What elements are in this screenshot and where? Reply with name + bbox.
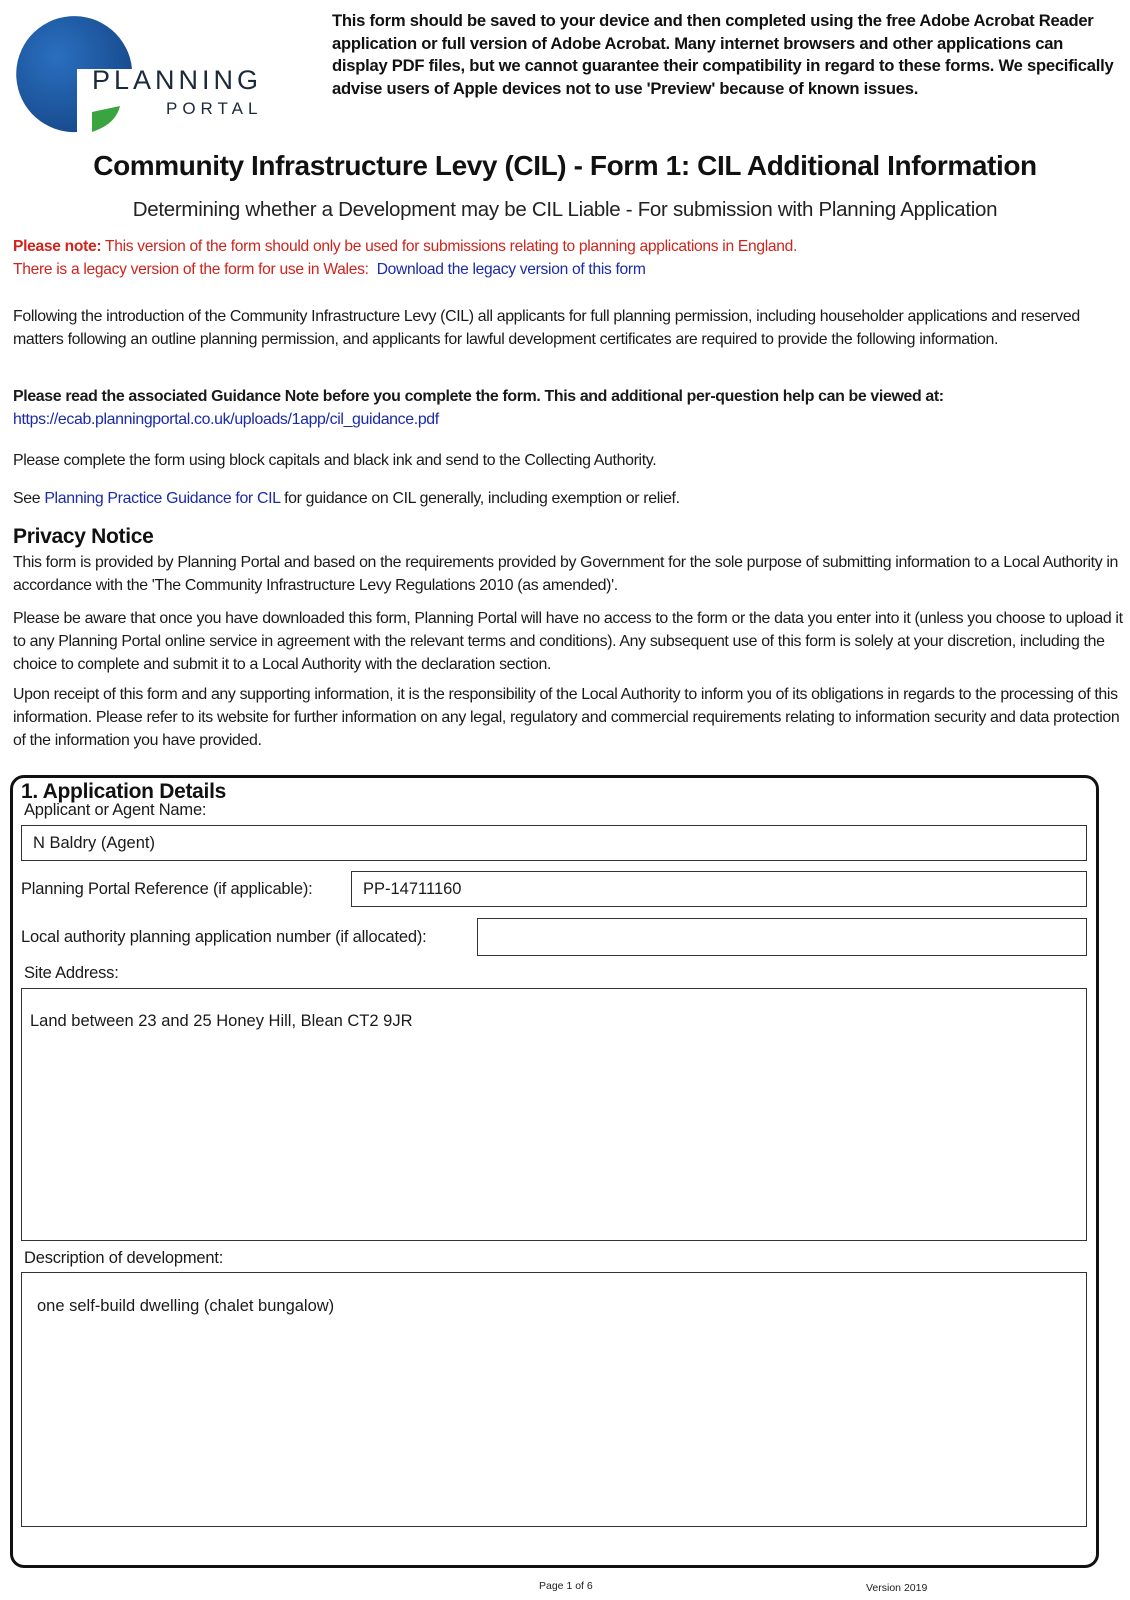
page-title: Community Infrastructure Levy (CIL) - Form 1: CIL Additional Information xyxy=(93,150,1037,181)
privacy-paragraph-1: This form is provided by Planning Portal and based on the requirements provided by Government for the sole purpose of submitting information to a Local Authority in accordance with the 'The Community Infrastructure Levy Regulations 2010 (as amended)'. xyxy=(13,554,1119,594)
cil-practice-guidance-link[interactable]: Planning Practice Guidance for CIL xyxy=(44,490,281,507)
intro-paragraph: Following the introduction of the Community Infrastructure Levy (CIL) all applicants for full planning permission, including householder applications and reserved matters following an outline planning permission, and applicants for lawful development certificates are required to provide the following information. xyxy=(13,308,1080,348)
site-address-value: Land between 23 and 25 Honey Hill, Blean CT2 9JR xyxy=(30,1012,413,1030)
guidance-note-text: Please read the associated Guidance Note before you complete the form. This and additional per-question help can be viewed at: xyxy=(13,388,944,405)
guidance-url-line xyxy=(13,409,1123,432)
site-address-label: Site Address: xyxy=(24,964,119,982)
description-value: one self-build dwelling (chalet bungalow) xyxy=(37,1297,335,1315)
wales-note xyxy=(13,261,646,279)
logo-text-planning: PLANNING xyxy=(92,65,263,95)
logo-text-portal: PORTAL xyxy=(166,99,263,118)
la-application-number-label: Local authority planning application number (if allocated): xyxy=(21,928,427,946)
legacy-download-link[interactable]: Download the legacy version of this form xyxy=(376,261,646,278)
privacy-paragraph-3: Upon receipt of this form and any supporting information, it is the responsibility of the Local Authority to inform you of its obligations in regards to the processing of this information. Please refer to its website for further information on any legal, regulatory and commercial requirements relating to information security and data protection of the information you have provided. xyxy=(13,686,1120,749)
page-subtitle: Determining whether a Development may be CIL Liable - For submission with Planning Application xyxy=(132,198,998,221)
note-text: This version of the form should only be used for submissions relating to planning applications in England. xyxy=(101,238,798,255)
pp-reference-label: Planning Portal Reference (if applicable): xyxy=(21,880,313,898)
legacy-text: There is a legacy version of the form for use in Wales: xyxy=(13,261,369,278)
version-label: Version 2019 xyxy=(866,1582,928,1594)
description-field[interactable] xyxy=(21,1272,1087,1527)
note-label: Please note: xyxy=(13,238,102,255)
privacy-paragraph-2: Please be aware that once you have downloaded this form, Planning Portal will have no access to the form or the data you enter into it (unless you choose to upload it to any Planning Portal online service in agreement with the relevant terms and conditions). Any subsequent use of this form is solely at your discretion, including the choice to complete and submit it to a Local Authority with the declaration section. xyxy=(13,610,1123,673)
site-address-field[interactable] xyxy=(21,988,1087,1241)
top-notice: This form should be saved to your device and then completed using the free Adobe Acrobat Reader application or full version of Adobe Acrobat. Many internet browsers and other applications can display PDF files, but we cannot guarantee their compatibility in regard to these forms. We specifically advise users of Apple devices not to use 'Preview' because of known issues. xyxy=(332,11,1114,98)
guidance-url-link[interactable]: https://ecab.planningportal.co.uk/uploads/1app/cil_guidance.pdf xyxy=(13,411,439,428)
applicant-name-value: N Baldry (Agent) xyxy=(33,833,155,852)
privacy-notice-heading: Privacy Notice xyxy=(13,525,154,548)
planning-portal-logo xyxy=(14,14,276,134)
see-guidance-line xyxy=(13,488,1123,511)
see-suffix: for guidance on CIL generally, including exemption or relief. xyxy=(284,490,680,507)
block-capitals-instruction: Please complete the form using block capitals and black ink and send to the Collecting Authority. xyxy=(13,452,657,469)
england-note xyxy=(13,238,797,256)
see-prefix: See xyxy=(13,490,41,507)
pp-reference-value: PP-14711160 xyxy=(363,879,462,898)
pp-reference-field[interactable] xyxy=(351,871,1087,907)
section-title-application-details: 1. Application Details xyxy=(21,780,226,803)
la-application-number-field[interactable] xyxy=(477,918,1087,956)
applicant-name-label: Applicant or Agent Name: xyxy=(24,801,207,819)
description-label: Description of development: xyxy=(24,1249,224,1267)
applicant-name-field[interactable] xyxy=(21,825,1087,861)
page-number: Page 1 of 6 xyxy=(539,1580,593,1592)
